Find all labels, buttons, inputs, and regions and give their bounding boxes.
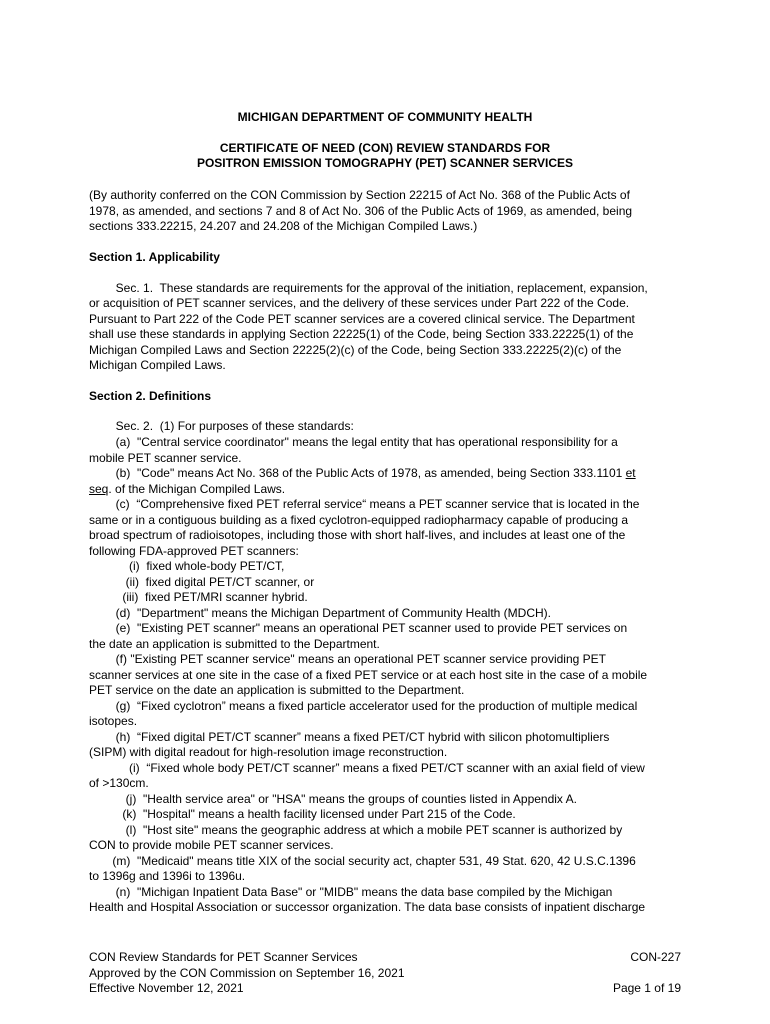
authority-line-3: sections 333.22215, 24.207 and 24.208 of the Michigan Compiled Laws.): [89, 219, 478, 233]
def-line: PET service on the date an application is submitted to the Department.: [89, 683, 465, 697]
footer-right: [613, 950, 681, 997]
def-line: (i) fixed whole-body PET/CT,: [89, 559, 285, 573]
def-line: (m) "Medicaid" means title XIX of the social security act, chapter 531, 49 Stat. 620, 42 U.S.C.1396: [89, 854, 636, 868]
authority-line-1: (By authority conferred on the CON Commission by Section 22215 of Act No. 368 of the Public Acts of: [89, 188, 630, 202]
def-line: (SIPM) with digital readout for high-resolution image reconstruction.: [89, 745, 448, 759]
def-line: following FDA-approved PET scanners:: [89, 544, 299, 558]
def-line: (e) "Existing PET scanner" means an operational PET scanner used to provide PET services on: [89, 621, 628, 635]
def-line: seq. of the Michigan Compiled Laws.: [89, 482, 286, 496]
section1-heading: Section 1. Applicability: [89, 250, 220, 264]
agency-heading: MICHIGAN DEPARTMENT OF COMMUNITY HEALTH: [237, 110, 533, 124]
def-line: (j) "Health service area" or "HSA" means the groups of counties listed in Appendix A.: [89, 792, 577, 806]
def-line: (a) "Central service coordinator" means the legal entity that has operational responsibility for a: [89, 435, 618, 449]
def-line: broad spectrum of radioisotopes, including those with short half-lives, and includes at least one of the: [89, 528, 626, 542]
footer-left: [89, 950, 405, 997]
footer-effective: Effective November 12, 2021: [89, 981, 244, 995]
def-line: of >130cm.: [89, 776, 149, 790]
def-line: (g) “Fixed cyclotron” means a fixed particle accelerator used for the production of multiple medical: [89, 699, 638, 713]
def-line: scanner services at one site in the case of a fixed PET service or at each host site in the case of a mobile: [89, 668, 648, 682]
def-line: (b) "Code" means Act No. 368 of the Public Acts of 1978, as amended, being Section 333.1101 et: [89, 466, 636, 480]
section1-line-5: Michigan Compiled Laws and Section 22225(2)(c) of the Code, being Section 333.22225(2)(c) of the: [89, 343, 622, 357]
section1-line-1: Sec. 1. These standards are requirements for the approval of the initiation, replacement, expansion,: [89, 281, 648, 295]
def-line: the date an application is submitted to the Department.: [89, 637, 380, 651]
section1-line-2: or acquisition of PET scanner services, and the delivery of these services under Part 222 of the Code.: [89, 296, 630, 310]
title-line-1: CERTIFICATE OF NEED (CON) REVIEW STANDARDS FOR: [219, 141, 551, 155]
section1-line-3: Pursuant to Part 222 of the Code PET scanner services are a covered clinical service. The Department: [89, 312, 635, 326]
def-line: (iii) fixed PET/MRI scanner hybrid.: [89, 590, 308, 604]
def-line: (h) “Fixed digital PET/CT scanner” means a fixed PET/CT hybrid with silicon photomultipliers: [89, 730, 610, 744]
authority-line-2: 1978, as amended, and sections 7 and 8 of Act No. 306 of the Public Acts of 1969, as amended, being: [89, 204, 633, 218]
def-line: (n) "Michigan Inpatient Data Base" or "MIDB" means the data base compiled by the Michigan: [89, 885, 613, 899]
def-line: isotopes.: [89, 714, 138, 728]
footer-approved: Approved by the CON Commission on September 16, 2021: [89, 965, 405, 980]
footer-page-number: Page 1 of 19: [612, 981, 681, 995]
def-line: mobile PET scanner service.: [89, 451, 242, 465]
section1-line-6: Michigan Compiled Laws.: [89, 358, 226, 372]
def-line: same or in a contiguous building as a fixed cyclotron-equipped radiopharmacy capable of producing a: [89, 513, 628, 527]
footer-doc-number: CON-227: [630, 950, 681, 964]
def-line: to 1396g and 1396i to 1396u.: [89, 869, 246, 883]
def-line: (l) "Host site" means the geographic address at which a mobile PET scanner is authorized by: [89, 823, 623, 837]
def-line: (c) “Comprehensive fixed PET referral service“ means a PET scanner service that is located in the: [89, 497, 640, 511]
def-line: (f) "Existing PET scanner service" means an operational PET scanner service providing PET: [89, 652, 606, 666]
def-line: Sec. 2. (1) For purposes of these standards:: [89, 419, 354, 433]
def-line: CON to provide mobile PET scanner services.: [89, 838, 334, 852]
section2-heading: Section 2. Definitions: [89, 389, 212, 403]
def-line: (d) "Department" means the Michigan Department of Community Health (MDCH).: [89, 606, 552, 620]
def-line: (ii) fixed digital PET/CT scanner, or: [89, 575, 315, 589]
def-line: Health and Hospital Association or successor organization. The data base consists of inpatient discharge: [89, 900, 646, 914]
def-line: (i) “Fixed whole body PET/CT scanner” means a fixed PET/CT scanner with an axial field of view: [89, 761, 645, 775]
def-line: (k) "Hospital" means a health facility licensed under Part 215 of the Code.: [89, 807, 516, 821]
section1-line-4: shall use these standards in applying Section 22225(1) of the Code, being Section 333.22225(1) of the: [89, 327, 634, 341]
title-line-2: POSITRON EMISSION TOMOGRAPHY (PET) SCANNER SERVICES: [196, 156, 574, 170]
footer-doc-title: CON Review Standards for PET Scanner Services: [89, 950, 358, 964]
